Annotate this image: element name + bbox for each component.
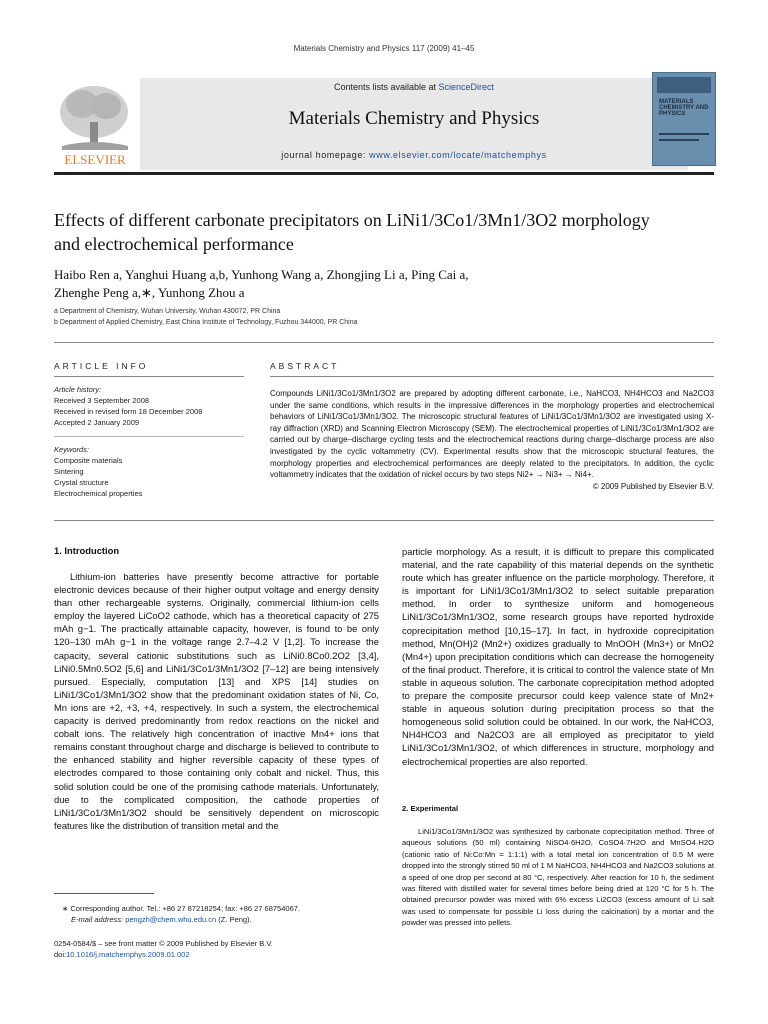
corresponding-author-note: ∗ Corresponding author. Tel.: +86 27 87218254; fax: +86 27 68754067.	[62, 904, 300, 913]
section-heading-experimental: 2. Experimental	[402, 804, 459, 813]
accepted-date: Accepted 2 January 2009	[54, 418, 140, 427]
abstract-text: Compounds LiNi1/3Co1/3Mn1/3O2 are prepared by adopting different carbonate, i.e., NaHCO3, NH4HCO3 and Na2CO3 under the same conditions, which results in the impressive differences in the morphology properties and electrochemical behaviors of LiNi1/3Co1/3Mn1/3O2. The microscopic structural features of LiNi1/3Co1/3Mn1/3O2 are investigated using X-ray diffraction (XRD) and Scanning Electron Microscopy (SEM). The electrochemical properties of LiNi1/3Co1/3Mn1/3O2 are carried out by charge–discharge cycling tests and the electrochemical reactions during charge–discharge process are also investigated by the cyclic voltammetry (CV). Experimental results show that the microscopic structural features, the morphology properties and electrochemical performances are deeply related to the precipitators. In addition, the cyclic voltammetry indicates that the oxidation of nickel occurs by two steps Ni2+ → Ni3+ → Ni4+.	[270, 389, 714, 480]
abstract-bottom-divider	[54, 520, 714, 521]
abstract-heading: ABSTRACT	[270, 361, 340, 371]
email-link[interactable]: pengzh@chem.whu.edu.cn	[125, 915, 217, 924]
doi-label: doi:	[54, 950, 67, 959]
email-label: E-mail address:	[71, 915, 126, 924]
introduction-text: Lithium-ion batteries have presently become attractive for portable electronic devices because of their higher output voltage and energy density than other rechargeable systems. Originally, commercial lithium-ion cells employ the layered LiCoO2 cathode, which has a theoretical capacity of 275 mAh g−1. The practically attainable capacity, however, is found to be only 120–130 mAh g−1 in the voltage range 2.7–4.2 V [1,2]. To increase the capacity, several cationic substitutions such as LiNi0.8Co0.2O2 [3,4], LiNi0.5Mn0.5O2 [5,6] and LiNi1/3Co1/3Mn1/3O2 [7–12] are being intensively pursued. Especially, computation [13] and XPS [14] studies on LiNi1/3Co1/3Mn1/3O2 show that the predominant oxidation states of Ni, Co, Mn ions are +2, +3, +4, respectively. In such a system, the electrochemical capacity is derived predominantly from redox reactions on the nickel and cobalt ions. The relatively high concentration of inactive Mn4+ ions that remains constant throughout charge and discharge is believed to contribute to the enhanced stability and higher reversible capacity of these types of electrodes compared to those containing only cobalt and nickel. Thus, this solid solution could be one of the promising cathode materials. Unfortunately, due to the complicated composition, the cathode properties of LiNi1/3Co1/3Mn1/3O2 should be sensitively dependent on microscopic features like the distribution of transition metal and the	[54, 571, 379, 831]
sciencedirect-link[interactable]: ScienceDirect	[438, 82, 495, 92]
article-history	[54, 384, 244, 428]
received-date: Received 3 September 2008	[54, 396, 150, 405]
journal-reference: Materials Chemistry and Physics 117 (2009) 41–45	[293, 44, 475, 53]
abstract-body	[270, 388, 714, 492]
authors-line-1: Haibo Ren a, Yanghui Huang a,b, Yunhong Wang a, Zhongjing Li a, Ping Cai a,	[54, 267, 469, 282]
journal-banner	[54, 78, 714, 170]
issn-line: 0254-0584/$ – see front matter © 2009 Published by Elsevier B.V.	[54, 939, 273, 948]
affiliation-divider	[54, 342, 714, 343]
footnote-divider	[54, 893, 154, 894]
keywords-block	[54, 444, 244, 499]
experimental-text: LiNi1/3Co1/3Mn1/3O2 was synthesized by carbonate coprecipitation method. Three of aqueous solutions (50 ml) containing NiSO4·6H2O, CoSO4·7H2O and MnSO4·H2O (cationic ratio of Ni:Co:Mn = 1:1:1) with a total metal ion concentration of 0.5 M were dropped into the strongly stirred 50 ml of 1 M NaHCO3, NH4HCO3 and Na2CO3 solutions at a speed of one drop per second at 80 °C, respectively. After reaction for 10 h, the sediment was filtered with distilled water for several times before being dried at 120 °C for 5 h. The obtained precursor powder was mixed with 6% excess Li2CO3 (excess amount of Li salt was used to compensate for possible Li loss during the calcination) by a mortar and the powder was pressed into pellets.	[402, 827, 714, 928]
affiliation-b: b Department of Applied Chemistry, East China Institute of Technology, Fuzhou 344000, PR China	[54, 319, 358, 326]
keywords-label: Keywords:	[54, 445, 90, 454]
contents-prefix: Contents lists available at	[333, 82, 439, 92]
title-line-1: Effects of different carbonate precipitators on LiNi1/3Co1/3Mn1/3O2 morphology	[54, 210, 650, 230]
history-label: Article history:	[54, 385, 102, 394]
abstract-copyright: © 2009 Published by Elsevier B.V.	[592, 481, 714, 491]
header-divider	[54, 172, 714, 175]
cover-title: MATERIALS CHEMISTRY AND PHYSICS	[659, 99, 709, 117]
affiliation-a: a Department of Chemistry, Wuhan University, Wuhan 430072, PR China	[54, 308, 281, 315]
journal-title: Materials Chemistry and Physics	[288, 108, 540, 129]
keyword-item: Electrochemical properties	[54, 489, 143, 498]
keywords-divider	[54, 436, 244, 437]
author-list	[54, 266, 714, 302]
elsevier-tree-icon	[54, 78, 136, 170]
introduction-continued-text: particle morphology. As a result, it is difficult to prepare this complicated material, and the rate capability of this material depends on the synthetic route which has greater influence on the particle morphology. Therefore, it is important for LiNi1/3Co1/3Mn1/3O2 to select suitable preparation method. In order to synthesize uniform and homogeneous LiNi1/3Co1/3Mn1/3O2, some research groups have reported hydroxide coprecipitation method [10,15–17]. In fact, in hydroxide coprecipitation method, Mn(OH)2 (Mn2+) oxidizes gradually to MnOOH (Mn3+) or MnO2 (Mn4+) upon precipitation conditions which can decrease the homogeneity of the final product. Therefore, it is critical to control the valence state of Mn stable in aqueous solution. The carbonate coprecipitation method adopted to prepare the composite precursor could keep valence state of Mn2+ stable in aqueous solution during precipitation process so that the homogeneous solid solution could be obtained. In our work, the NaHCO3, NH4HCO3 and Na2CO3 are all employed as precipitator to yield LiNi1/3Co1/3Mn1/3O2, of which differences in structure, morphology and electrochemical properties are also reported.	[402, 546, 714, 767]
homepage-line	[140, 150, 688, 160]
abstract-divider	[270, 376, 714, 377]
authors-line-2: Zhenghe Peng a,∗, Yunhong Zhou a	[54, 285, 245, 300]
homepage-link[interactable]: www.elsevier.com/locate/matchemphys	[369, 150, 547, 160]
svg-text:ELSEVIER: ELSEVIER	[64, 152, 126, 167]
keyword-item: Composite materials	[54, 456, 123, 465]
header-box	[140, 78, 688, 170]
revised-date: Received in revised form 18 December 2008	[54, 407, 203, 416]
title-line-2: and electrochemical performance	[54, 234, 294, 254]
article-title	[54, 208, 714, 256]
section-heading-introduction: 1. Introduction	[54, 545, 120, 556]
email-suffix: (Z. Peng).	[216, 915, 252, 924]
article-info-heading: ARTICLE INFO	[54, 361, 149, 371]
keyword-item: Sintering	[54, 467, 84, 476]
keyword-item: Crystal structure	[54, 478, 109, 487]
elsevier-logo	[54, 78, 136, 170]
doi-link[interactable]: 10.1016/j.matchemphys.2009.01.002	[66, 950, 190, 959]
contents-line	[140, 82, 688, 92]
homepage-prefix: journal homepage:	[281, 150, 370, 160]
journal-cover-image	[652, 72, 716, 166]
email-note	[71, 914, 401, 925]
article-info-divider	[54, 376, 244, 377]
doi-line	[54, 949, 384, 960]
